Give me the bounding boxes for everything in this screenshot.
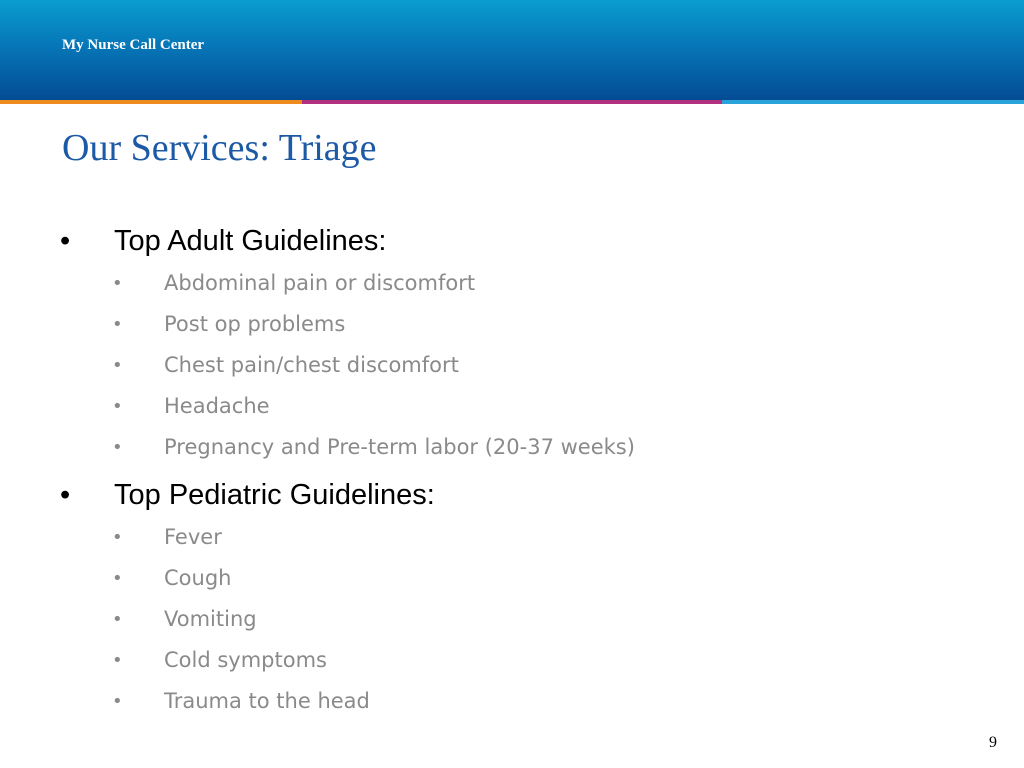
bullet-icon: • xyxy=(60,479,71,511)
bullet-icon: • xyxy=(112,273,123,294)
accent-stripe-orange xyxy=(0,100,302,104)
list-item-text: Trauma to the head xyxy=(164,689,370,713)
bullet-icon: • xyxy=(60,225,71,257)
list-item xyxy=(0,386,1024,427)
bullet-icon: • xyxy=(112,355,123,376)
section-heading-text: Top Pediatric Guidelines: xyxy=(114,479,435,511)
section-heading xyxy=(0,476,1024,517)
list-item xyxy=(0,304,1024,345)
list-item-text: Pregnancy and Pre-term labor (20-37 weeks) xyxy=(164,435,635,459)
accent-stripe-magenta xyxy=(302,100,722,104)
bullet-icon: • xyxy=(112,527,123,548)
bullet-icon: • xyxy=(112,568,123,589)
list-item xyxy=(0,517,1024,558)
bullet-icon: • xyxy=(112,314,123,335)
list-item-text: Abdominal pain or discomfort xyxy=(164,271,476,295)
bullet-icon: • xyxy=(112,396,123,417)
list-item-text: Chest pain/chest discomfort xyxy=(164,353,459,377)
company-name: My Nurse Call Center xyxy=(62,37,205,53)
list-item xyxy=(0,263,1024,304)
bullet-icon: • xyxy=(112,691,123,712)
slide-title: Our Services: Triage xyxy=(62,127,377,169)
bullet-icon: • xyxy=(112,609,123,630)
list-item-text: Cough xyxy=(164,566,232,590)
bullet-icon: • xyxy=(112,650,123,671)
pediatric-guidelines-list xyxy=(0,517,1024,722)
accent-stripe xyxy=(0,100,1024,104)
list-item xyxy=(0,558,1024,599)
section-adult-guidelines xyxy=(0,222,1024,468)
list-item-text: Cold symptoms xyxy=(164,648,327,672)
list-item xyxy=(0,681,1024,722)
accent-stripe-blue xyxy=(722,100,1024,104)
list-item xyxy=(0,599,1024,640)
list-item xyxy=(0,427,1024,468)
section-heading xyxy=(0,222,1024,263)
section-pediatric-guidelines xyxy=(0,476,1024,722)
section-heading-text: Top Adult Guidelines: xyxy=(114,225,387,257)
list-item xyxy=(0,640,1024,681)
list-item xyxy=(0,345,1024,386)
adult-guidelines-list xyxy=(0,263,1024,468)
list-item-text: Fever xyxy=(164,525,222,549)
page-number: 9 xyxy=(989,734,997,751)
bullet-icon: • xyxy=(112,437,123,458)
slide-content xyxy=(0,222,1024,722)
list-item-text: Post op problems xyxy=(164,312,346,336)
list-item-text: Vomiting xyxy=(164,607,257,631)
list-item-text: Headache xyxy=(164,394,270,418)
